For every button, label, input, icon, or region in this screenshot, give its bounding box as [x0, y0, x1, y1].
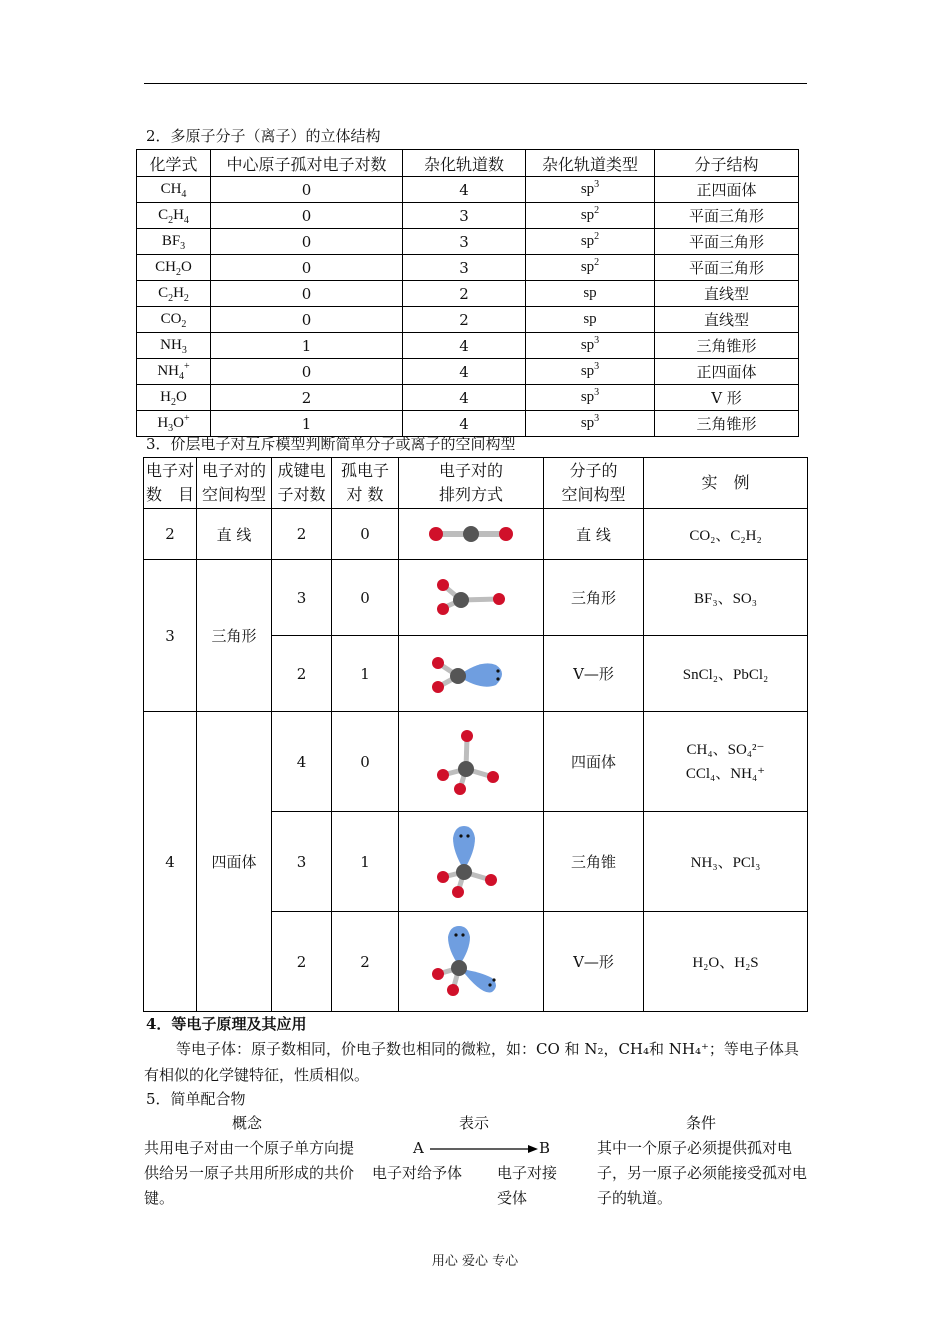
header-structure: 分子结构 — [655, 150, 799, 177]
condition-text: 其中一个原子必须提供孤对电子，另一原子必须能接受孤对电子的轨道。 — [597, 1139, 808, 1207]
table-row — [137, 307, 799, 333]
orbital-count-cell: 3 — [403, 255, 526, 281]
orbital-type-cell: sp — [526, 281, 655, 307]
lone-pair-cell: 0 — [211, 307, 403, 333]
table-row — [137, 177, 799, 203]
section2-title: 2．多原子分子（离子）的立体结构 — [146, 127, 381, 145]
example-cell: CO₂、C₂H₂ — [644, 509, 808, 560]
orbital-count-cell: 4 — [403, 177, 526, 203]
lone-cell: 1 — [332, 812, 399, 912]
example-cell: NH₃、PCl₃ — [644, 812, 808, 912]
formula-cell: $C_2H_2$ — [137, 281, 211, 307]
table-row — [137, 359, 799, 385]
structure-cell: 正四面体 — [655, 359, 799, 385]
structure-cell: 三角锥形 — [655, 411, 799, 437]
bonding-cell: 2 — [272, 636, 332, 712]
orbital-type-cell: sp — [526, 307, 655, 333]
concept-heading: 概念 — [232, 1114, 263, 1132]
lone-cell: 0 — [332, 509, 399, 560]
formula-cell: $NH_4^+$ — [137, 359, 211, 385]
table-row — [137, 333, 799, 359]
table-row — [137, 229, 799, 255]
header-bonding-pairs: 成键电 子对数 — [272, 458, 332, 509]
table-row — [137, 203, 799, 229]
header-orbital-type: 杂化轨道类型 — [526, 150, 655, 177]
table-row — [137, 281, 799, 307]
bonding-cell: 3 — [272, 560, 332, 636]
vsepr-table — [143, 457, 808, 1012]
example-cell: BF₃、SO₃ — [644, 560, 808, 636]
pair-geometry-cell: 直 线 — [197, 509, 272, 560]
repr-acceptor: 电子对接受体 — [497, 1164, 558, 1207]
shape-cell: 直 线 — [544, 509, 644, 560]
page-footer: 用心 爱心 专心 — [431, 1254, 519, 1269]
table-row — [137, 255, 799, 281]
condition-heading: 条件 — [686, 1114, 717, 1132]
trigonal-pyramidal-model — [399, 812, 544, 912]
formula-cell: $BF_3$ — [137, 229, 211, 255]
representation-heading: 表示 — [459, 1114, 490, 1132]
arrow-icon — [428, 1142, 540, 1156]
lone-cell: 0 — [332, 560, 399, 636]
lone-cell: 0 — [332, 712, 399, 812]
table-row — [144, 509, 808, 560]
pair-geometry-cell: 四面体 — [197, 712, 272, 1012]
table-row — [144, 712, 808, 812]
formula-cell: $H_3O^+$ — [137, 411, 211, 437]
structure-cell: 直线型 — [655, 281, 799, 307]
pair-count-cell: 2 — [144, 509, 197, 560]
header-formula: 化学式 — [137, 150, 211, 177]
lone-pair-cell: 0 — [211, 229, 403, 255]
bonding-cell: 4 — [272, 712, 332, 812]
shape-cell: 三角形 — [544, 560, 644, 636]
trigonal-planar-model — [399, 560, 544, 636]
orbital-type-cell: $sp^3$ — [526, 411, 655, 437]
structure-cell: V 形 — [655, 385, 799, 411]
lone-cell: 2 — [332, 912, 399, 1012]
orbital-type-cell: $sp^3$ — [526, 177, 655, 203]
shape-cell: 四面体 — [544, 712, 644, 812]
section3-title: 3．价层电子对互斥模型判断简单分子或离子的空间构型 — [146, 435, 516, 453]
formula-cell: $C_2H_4$ — [137, 203, 211, 229]
lone-pair-cell: 0 — [211, 177, 403, 203]
formula-cell: $CH_4$ — [137, 177, 211, 203]
lone-pair-cell: 1 — [211, 411, 403, 437]
orbital-type-cell: $sp^3$ — [526, 359, 655, 385]
orbital-count-cell: 4 — [403, 385, 526, 411]
lone-pair-cell: 1 — [211, 333, 403, 359]
orbital-count-cell: 4 — [403, 411, 526, 437]
bonding-cell: 2 — [272, 509, 332, 560]
lone-pair-cell: 2 — [211, 385, 403, 411]
bent-one-lone-pair-model — [399, 636, 544, 712]
header-orbital-count: 杂化轨道数 — [403, 150, 526, 177]
lone-pair-cell: 0 — [211, 203, 403, 229]
orbital-type-cell: $sp^3$ — [526, 333, 655, 359]
orbital-count-cell: 4 — [403, 359, 526, 385]
orbital-count-cell: 2 — [403, 281, 526, 307]
repr-atom-b: B — [539, 1139, 551, 1157]
repr-donor: 电子对给予体 — [372, 1164, 463, 1182]
example-cell: SnCl₂、PbCl₂ — [644, 636, 808, 712]
section5-title: 5．简单配合物 — [146, 1090, 246, 1108]
concept-text: 共用电子对由一个原子单方向提供给另一原子共用所形成的共价键。 — [144, 1139, 355, 1207]
structure-cell: 正四面体 — [655, 177, 799, 203]
table-header-row — [144, 458, 808, 509]
shape-cell: V—形 — [544, 636, 644, 712]
pair-count-cell: 4 — [144, 712, 197, 1012]
example-cell: H₂O、H₂S — [644, 912, 808, 1012]
orbital-type-cell: $sp^3$ — [526, 385, 655, 411]
header-pair-geometry: 电子对的 空间构型 — [197, 458, 272, 509]
formula-cell: $NH_3$ — [137, 333, 211, 359]
lone-pair-cell: 0 — [211, 359, 403, 385]
table-header-row — [137, 150, 799, 177]
lone-pair-cell: 0 — [211, 255, 403, 281]
bent-two-lone-pairs-model — [399, 912, 544, 1012]
shape-cell: V—形 — [544, 912, 644, 1012]
structure-cell: 三角锥形 — [655, 333, 799, 359]
tetrahedral-model — [399, 712, 544, 812]
orbital-count-cell: 2 — [403, 307, 526, 333]
pair-geometry-cell: 三角形 — [197, 560, 272, 712]
structure-cell: 平面三角形 — [655, 229, 799, 255]
top-rule — [144, 83, 807, 84]
header-lone-pairs: 孤电子 对 数 — [332, 458, 399, 509]
table-row — [137, 385, 799, 411]
formula-cell: $CH_2O$ — [137, 255, 211, 281]
linear-molecule-model — [399, 509, 544, 560]
lone-cell: 1 — [332, 636, 399, 712]
header-arrangement: 电子对的 排列方式 — [399, 458, 544, 509]
orbital-count-cell: 4 — [403, 333, 526, 359]
header-examples: 实 例 — [644, 458, 808, 509]
structure-cell: 平面三角形 — [655, 203, 799, 229]
orbital-type-cell: $sp^2$ — [526, 229, 655, 255]
bonding-cell: 2 — [272, 912, 332, 1012]
shape-cell: 三角锥 — [544, 812, 644, 912]
hybridization-table — [136, 149, 799, 437]
section4-title: 4．等电子原理及其应用 — [146, 1015, 307, 1033]
header-molecular-shape: 分子的 空间构型 — [544, 458, 644, 509]
orbital-type-cell: $sp^2$ — [526, 203, 655, 229]
example-cell: CH₄、SO₄²⁻ CCl₄、NH₄⁺ — [644, 712, 808, 812]
pair-count-cell: 3 — [144, 560, 197, 712]
lone-pair-cell: 0 — [211, 281, 403, 307]
section4-paragraph: 等电子体：原子数相同，价电子数也相同的微粒，如：CO 和 N₂，CH₄和 NH₄⁺；等电子体具有相似的化学键特征，性质相似。 — [144, 1040, 799, 1084]
formula-cell: $CO_2$ — [137, 307, 211, 333]
formula-cell: $H_2O$ — [137, 385, 211, 411]
orbital-count-cell: 3 — [403, 203, 526, 229]
bonding-cell: 3 — [272, 812, 332, 912]
table-row — [137, 411, 799, 437]
orbital-count-cell: 3 — [403, 229, 526, 255]
table-row — [144, 560, 808, 636]
orbital-type-cell: $sp^2$ — [526, 255, 655, 281]
header-lone-pairs: 中心原子孤对电子对数 — [211, 150, 403, 177]
structure-cell: 直线型 — [655, 307, 799, 333]
repr-atom-a: A — [413, 1139, 424, 1157]
header-pair-count: 电子对 数 目 — [144, 458, 197, 509]
structure-cell: 平面三角形 — [655, 255, 799, 281]
